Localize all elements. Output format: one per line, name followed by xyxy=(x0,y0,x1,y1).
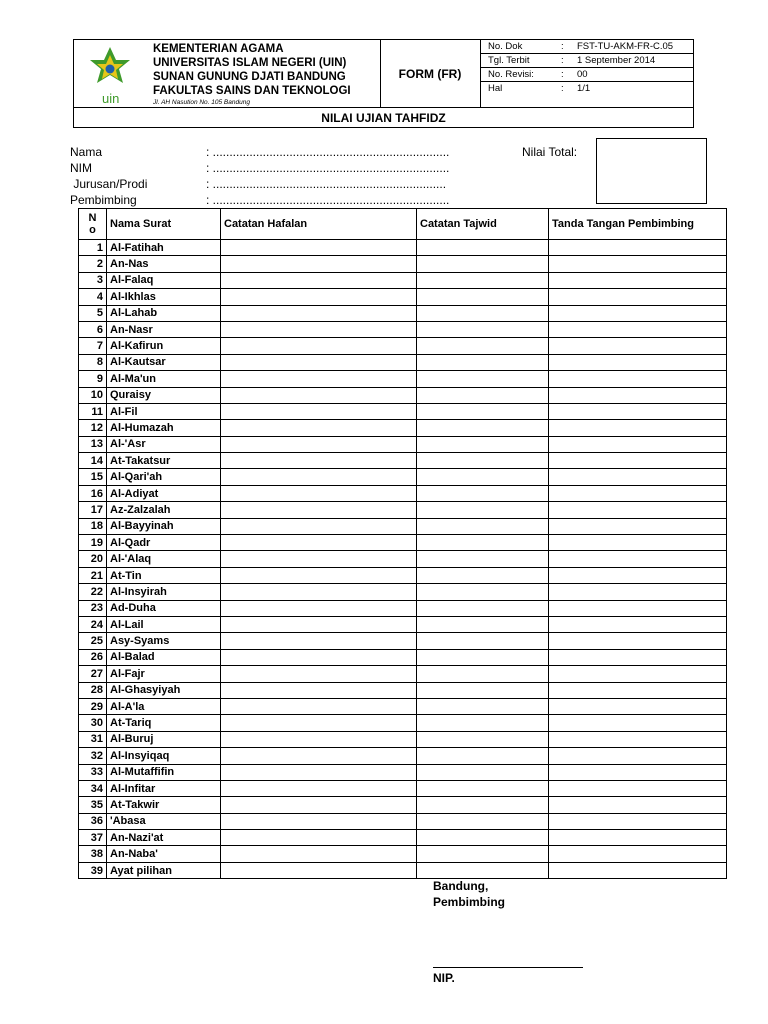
meta-value: 00 xyxy=(577,69,588,80)
table-row xyxy=(79,321,727,337)
meta-value: FST-TU-AKM-FR-C.05 xyxy=(577,41,674,52)
meta-row-doc-no xyxy=(481,40,694,54)
surah-name: At-Tariq xyxy=(107,715,221,731)
memorization-note-cell[interactable] xyxy=(221,240,417,256)
surah-name: Al-Balad xyxy=(107,649,221,665)
memorization-note-cell[interactable] xyxy=(221,633,417,649)
table-row xyxy=(79,764,727,780)
supervisor-signature-cell[interactable] xyxy=(549,666,727,682)
surah-name: Al-Qari'ah xyxy=(107,469,221,485)
supervisor-signature-cell[interactable] xyxy=(549,764,727,780)
supervisor-signature-cell[interactable] xyxy=(549,338,727,354)
institution-line-4: FAKULTAS SAINS DAN TEKNOLOGI xyxy=(153,85,351,97)
memorization-note-cell[interactable] xyxy=(221,305,417,321)
surah-name: Al-Kautsar xyxy=(107,354,221,370)
supervisor-signature-cell[interactable] xyxy=(549,240,727,256)
tajwid-note-cell[interactable] xyxy=(417,682,549,698)
row-number: 3 xyxy=(79,272,107,288)
row-number: 30 xyxy=(79,715,107,731)
tajwid-note-cell[interactable] xyxy=(417,485,549,501)
row-number: 10 xyxy=(79,387,107,403)
table-row xyxy=(79,371,727,387)
table-row xyxy=(79,731,727,747)
meta-sep: : xyxy=(561,83,564,94)
memorization-note-cell[interactable] xyxy=(221,321,417,337)
tajwid-note-cell[interactable] xyxy=(417,584,549,600)
surah-name: At-Takwir xyxy=(107,797,221,813)
institution-address: Jl. AH Nasution No. 105 Bandung xyxy=(153,99,250,106)
row-number: 6 xyxy=(79,321,107,337)
row-number: 12 xyxy=(79,420,107,436)
table-row xyxy=(79,780,727,796)
memorization-note-cell[interactable] xyxy=(221,616,417,632)
institution-line-1: KEMENTERIAN AGAMA xyxy=(153,43,284,55)
surah-name: Az-Zalzalah xyxy=(107,502,221,518)
supervisor-signature-cell[interactable] xyxy=(549,469,727,485)
supervisor-signature-cell[interactable] xyxy=(549,485,727,501)
surah-name: Al-Ghasyiyah xyxy=(107,682,221,698)
row-number: 23 xyxy=(79,600,107,616)
surah-name: 'Abasa xyxy=(107,813,221,829)
meta-row-revision xyxy=(481,68,694,82)
surah-name: An-Nasr xyxy=(107,321,221,337)
memorization-note-cell[interactable] xyxy=(221,551,417,567)
table-row xyxy=(79,830,727,846)
meta-label: Tgl. Terbit xyxy=(488,55,530,66)
memorization-note-cell[interactable] xyxy=(221,387,417,403)
table-row xyxy=(79,698,727,714)
surah-name: Al-A'la xyxy=(107,698,221,714)
row-number: 18 xyxy=(79,518,107,534)
memorization-note-cell[interactable] xyxy=(221,830,417,846)
table-row xyxy=(79,518,727,534)
table-row xyxy=(79,715,727,731)
tajwid-note-cell[interactable] xyxy=(417,551,549,567)
row-number: 21 xyxy=(79,567,107,583)
total-score-box[interactable] xyxy=(596,138,707,204)
row-number: 35 xyxy=(79,797,107,813)
col-surah-header: Nama Surat xyxy=(107,209,221,240)
supervisor-signature-cell[interactable] xyxy=(549,535,727,551)
memorization-note-cell[interactable] xyxy=(221,780,417,796)
tajwid-note-cell[interactable] xyxy=(417,469,549,485)
tajwid-note-cell[interactable] xyxy=(417,453,549,469)
supervisor-signature-cell[interactable] xyxy=(549,616,727,632)
surah-name: Ad-Duha xyxy=(107,600,221,616)
memorization-note-cell[interactable] xyxy=(221,518,417,534)
surah-name: Al-Falaq xyxy=(107,272,221,288)
surah-name: Al-Lahab xyxy=(107,305,221,321)
tajwid-note-cell[interactable] xyxy=(417,731,549,747)
total-score-label: Nilai Total: xyxy=(522,145,578,159)
surah-name: Al-Ikhlas xyxy=(107,289,221,305)
table-row xyxy=(79,256,727,272)
row-number: 13 xyxy=(79,436,107,452)
meta-row-issue-date xyxy=(481,54,694,68)
surah-name: An-Naba' xyxy=(107,846,221,862)
meta-sep: : xyxy=(561,41,564,52)
table-row xyxy=(79,420,727,436)
row-number: 38 xyxy=(79,846,107,862)
program-label: Jurusan/Prodi xyxy=(70,177,148,191)
tajwid-note-cell[interactable] xyxy=(417,420,549,436)
memorization-note-cell[interactable] xyxy=(221,698,417,714)
surah-name: Al-Infitar xyxy=(107,780,221,796)
tajwid-note-cell[interactable] xyxy=(417,305,549,321)
col-no-header: N o xyxy=(79,209,107,240)
table-row xyxy=(79,649,727,665)
table-row xyxy=(79,453,727,469)
row-number: 16 xyxy=(79,485,107,501)
tajwid-note-cell[interactable] xyxy=(417,666,549,682)
institution-line-3: SUNAN GUNUNG DJATI BANDUNG xyxy=(153,71,346,83)
tajwid-note-cell[interactable] xyxy=(417,715,549,731)
row-number: 31 xyxy=(79,731,107,747)
tajwid-note-cell[interactable] xyxy=(417,289,549,305)
supervisor-signature-cell[interactable] xyxy=(549,518,727,534)
supervisor-signature-cell[interactable] xyxy=(549,420,727,436)
tajwid-note-cell[interactable] xyxy=(417,698,549,714)
memorization-note-cell[interactable] xyxy=(221,666,417,682)
row-number: 27 xyxy=(79,666,107,682)
supervisor-label: Pembimbing xyxy=(70,193,137,207)
memorization-note-cell[interactable] xyxy=(221,371,417,387)
row-number: 2 xyxy=(79,256,107,272)
surah-name: Al-Lail xyxy=(107,616,221,632)
memorization-note-cell[interactable] xyxy=(221,354,417,370)
tajwid-note-cell[interactable] xyxy=(417,830,549,846)
table-row xyxy=(79,862,727,878)
tajwid-note-cell[interactable] xyxy=(417,371,549,387)
row-number: 36 xyxy=(79,813,107,829)
document-header xyxy=(73,39,694,128)
supervisor-signature-cell[interactable] xyxy=(549,862,727,878)
memorization-note-cell[interactable] xyxy=(221,731,417,747)
row-number: 28 xyxy=(79,682,107,698)
tajwid-note-cell[interactable] xyxy=(417,256,549,272)
table-row xyxy=(79,403,727,419)
supervisor-signature-cell[interactable] xyxy=(549,289,727,305)
memorization-note-cell[interactable] xyxy=(221,813,417,829)
table-row xyxy=(79,305,727,321)
supervisor-signature-cell[interactable] xyxy=(549,830,727,846)
memorization-note-cell[interactable] xyxy=(221,420,417,436)
memorization-note-cell[interactable] xyxy=(221,469,417,485)
memorization-note-cell[interactable] xyxy=(221,649,417,665)
memorization-note-cell[interactable] xyxy=(221,600,417,616)
supervisor-signature-cell[interactable] xyxy=(549,272,727,288)
supervisor-signature-cell[interactable] xyxy=(549,502,727,518)
row-number: 32 xyxy=(79,748,107,764)
surah-name: At-Tin xyxy=(107,567,221,583)
tajwid-note-cell[interactable] xyxy=(417,502,549,518)
row-number: 15 xyxy=(79,469,107,485)
tajwid-note-cell[interactable] xyxy=(417,240,549,256)
tajwid-note-cell[interactable] xyxy=(417,616,549,632)
supervisor-signature-cell[interactable] xyxy=(549,797,727,813)
name-label: Nama xyxy=(70,145,103,159)
surah-name: Al-Humazah xyxy=(107,420,221,436)
row-number: 39 xyxy=(79,862,107,878)
table-row xyxy=(79,682,727,698)
memorization-note-cell[interactable] xyxy=(221,535,417,551)
surah-name: An-Nas xyxy=(107,256,221,272)
row-number: 9 xyxy=(79,371,107,387)
row-number: 24 xyxy=(79,616,107,632)
memorization-note-cell[interactable] xyxy=(221,584,417,600)
meta-label: Hal xyxy=(488,83,503,94)
supervisor-signature-cell[interactable] xyxy=(549,321,727,337)
surah-name: Al-Insyirah xyxy=(107,584,221,600)
table-row xyxy=(79,387,727,403)
row-number: 26 xyxy=(79,649,107,665)
table-row xyxy=(79,354,727,370)
col-memorization-header: Catatan Hafalan xyxy=(221,209,417,240)
table-row xyxy=(79,469,727,485)
surah-name: Al-Insyiqaq xyxy=(107,748,221,764)
signature-place: Bandung, xyxy=(433,879,489,893)
memorization-note-cell[interactable] xyxy=(221,436,417,452)
tajwid-note-cell[interactable] xyxy=(417,649,549,665)
supervisor-signature-cell[interactable] xyxy=(549,453,727,469)
tajwid-note-cell[interactable] xyxy=(417,272,549,288)
supervisor-signature-cell[interactable] xyxy=(549,780,727,796)
meta-label: No. Dok xyxy=(488,41,523,52)
row-number: 25 xyxy=(79,633,107,649)
supervisor-signature-cell[interactable] xyxy=(549,567,727,583)
supervisor-signature-cell[interactable] xyxy=(549,584,727,600)
tajwid-note-cell[interactable] xyxy=(417,403,549,419)
surah-name: An-Nazi'at xyxy=(107,830,221,846)
memorization-note-cell[interactable] xyxy=(221,289,417,305)
memorization-note-cell[interactable] xyxy=(221,846,417,862)
table-row xyxy=(79,616,727,632)
col-signature-header: Tanda Tangan Pembimbing xyxy=(549,209,727,240)
surah-name: Ayat pilihan xyxy=(107,862,221,878)
row-number: 14 xyxy=(79,453,107,469)
table-row xyxy=(79,436,727,452)
memorization-note-cell[interactable] xyxy=(221,338,417,354)
page-title: NILAI UJIAN TAHFIDZ xyxy=(74,107,693,128)
supervisor-signature-cell[interactable] xyxy=(549,551,727,567)
meta-value: 1/1 xyxy=(577,83,591,94)
memorization-note-cell[interactable] xyxy=(221,403,417,419)
row-number: 11 xyxy=(79,403,107,419)
meta-value: 1 September 2014 xyxy=(577,55,656,66)
row-number: 8 xyxy=(79,354,107,370)
signature-role: Pembimbing xyxy=(433,895,506,909)
surah-name: Al-Fatihah xyxy=(107,240,221,256)
institution-line-2: UNIVERSITAS ISLAM NEGERI (UIN) xyxy=(153,57,347,69)
memorization-note-cell[interactable] xyxy=(221,502,417,518)
row-number: 29 xyxy=(79,698,107,714)
tajwid-note-cell[interactable] xyxy=(417,354,549,370)
memorization-note-cell[interactable] xyxy=(221,453,417,469)
table-row xyxy=(79,485,727,501)
surah-name: Al-Ma'un xyxy=(107,371,221,387)
table-row xyxy=(79,846,727,862)
tajwid-note-cell[interactable] xyxy=(417,797,549,813)
surah-name: Al-Qadr xyxy=(107,535,221,551)
supervisor-signature-cell[interactable] xyxy=(549,633,727,649)
nip-label: NIP. xyxy=(433,971,455,985)
memorization-note-cell[interactable] xyxy=(221,748,417,764)
meta-row-page xyxy=(481,82,694,95)
supervisor-signature-cell[interactable] xyxy=(549,649,727,665)
tajwid-note-cell[interactable] xyxy=(417,535,549,551)
table-row xyxy=(79,633,727,649)
table-row xyxy=(79,600,727,616)
surah-name: Al-Bayyinah xyxy=(107,518,221,534)
meta-label: No. Revisi: xyxy=(488,69,534,80)
tajwid-note-cell[interactable] xyxy=(417,748,549,764)
table-row xyxy=(79,551,727,567)
supervisor-signature-cell[interactable] xyxy=(549,256,727,272)
supervisor-signature-cell[interactable] xyxy=(549,403,727,419)
row-number: 20 xyxy=(79,551,107,567)
table-row xyxy=(79,584,727,600)
supervisor-signature-cell[interactable] xyxy=(549,846,727,862)
tajwid-note-cell[interactable] xyxy=(417,436,549,452)
table-row xyxy=(79,813,727,829)
row-number: 22 xyxy=(79,584,107,600)
tajwid-note-cell[interactable] xyxy=(417,813,549,829)
memorization-note-cell[interactable] xyxy=(221,485,417,501)
table-row xyxy=(79,240,727,256)
table-row xyxy=(79,567,727,583)
meta-sep: : xyxy=(561,69,564,80)
table-header-row xyxy=(79,209,727,240)
name-field[interactable]: : ....................................................................... xyxy=(206,145,450,159)
tajwid-note-cell[interactable] xyxy=(417,862,549,878)
surah-grade-table xyxy=(78,208,727,879)
memorization-note-cell[interactable] xyxy=(221,797,417,813)
uin-logo-icon xyxy=(80,44,140,106)
tajwid-note-cell[interactable] xyxy=(417,321,549,337)
tajwid-note-cell[interactable] xyxy=(417,600,549,616)
supervisor-signature-cell[interactable] xyxy=(549,387,727,403)
surah-name: Al-Buruj xyxy=(107,731,221,747)
memorization-note-cell[interactable] xyxy=(221,715,417,731)
row-number: 34 xyxy=(79,780,107,796)
supervisor-signature-cell[interactable] xyxy=(549,436,727,452)
tajwid-note-cell[interactable] xyxy=(417,387,549,403)
table-row xyxy=(79,502,727,518)
row-number: 4 xyxy=(79,289,107,305)
row-number: 17 xyxy=(79,502,107,518)
institution-cell xyxy=(74,40,381,107)
supervisor-field[interactable]: : ....................................................................... xyxy=(206,193,450,207)
nim-label: NIM xyxy=(70,161,92,175)
program-field[interactable]: : ...................................................................... xyxy=(206,177,447,191)
surah-name: Al-'Alaq xyxy=(107,551,221,567)
surah-name: Al-'Asr xyxy=(107,436,221,452)
supervisor-signature-cell[interactable] xyxy=(549,371,727,387)
tajwid-note-cell[interactable] xyxy=(417,567,549,583)
memorization-note-cell[interactable] xyxy=(221,567,417,583)
logo-text: uin xyxy=(102,91,120,106)
supervisor-signature-cell[interactable] xyxy=(549,748,727,764)
table-row xyxy=(79,289,727,305)
table-row xyxy=(79,338,727,354)
memorization-note-cell[interactable] xyxy=(221,862,417,878)
table-row xyxy=(79,535,727,551)
memorization-note-cell[interactable] xyxy=(221,272,417,288)
supervisor-signature-cell[interactable] xyxy=(549,682,727,698)
supervisor-signature-cell[interactable] xyxy=(549,354,727,370)
supervisor-signature-cell[interactable] xyxy=(549,600,727,616)
row-number: 5 xyxy=(79,305,107,321)
memorization-note-cell[interactable] xyxy=(221,764,417,780)
table-row xyxy=(79,666,727,682)
meta-sep: : xyxy=(561,55,564,66)
form-label: FORM (FR) xyxy=(380,40,481,107)
memorization-note-cell[interactable] xyxy=(221,256,417,272)
supervisor-signature-cell[interactable] xyxy=(549,731,727,747)
nim-field[interactable]: : ....................................................................... xyxy=(206,161,450,175)
tajwid-note-cell[interactable] xyxy=(417,518,549,534)
row-number: 7 xyxy=(79,338,107,354)
tajwid-note-cell[interactable] xyxy=(417,846,549,862)
surah-name: Al-Fil xyxy=(107,403,221,419)
supervisor-signature-cell[interactable] xyxy=(549,813,727,829)
table-row xyxy=(79,272,727,288)
row-number: 19 xyxy=(79,535,107,551)
surah-name: Asy-Syams xyxy=(107,633,221,649)
surah-name: Quraisy xyxy=(107,387,221,403)
surah-name: Al-Fajr xyxy=(107,666,221,682)
surah-name: At-Takatsur xyxy=(107,453,221,469)
surah-name: Al-Kafirun xyxy=(107,338,221,354)
signature-line[interactable] xyxy=(433,967,583,968)
row-number: 37 xyxy=(79,830,107,846)
row-number: 1 xyxy=(79,240,107,256)
surah-name: Al-Adiyat xyxy=(107,485,221,501)
tajwid-note-cell[interactable] xyxy=(417,633,549,649)
tajwid-note-cell[interactable] xyxy=(417,338,549,354)
table-row xyxy=(79,797,727,813)
supervisor-signature-cell[interactable] xyxy=(549,698,727,714)
supervisor-signature-cell[interactable] xyxy=(549,715,727,731)
row-number: 33 xyxy=(79,764,107,780)
supervisor-signature-cell[interactable] xyxy=(549,305,727,321)
col-tajwid-header: Catatan Tajwid xyxy=(417,209,549,240)
table-row xyxy=(79,748,727,764)
document-meta xyxy=(481,40,694,107)
surah-name: Al-Mutaffifin xyxy=(107,764,221,780)
memorization-note-cell[interactable] xyxy=(221,682,417,698)
tajwid-note-cell[interactable] xyxy=(417,764,549,780)
tajwid-note-cell[interactable] xyxy=(417,780,549,796)
